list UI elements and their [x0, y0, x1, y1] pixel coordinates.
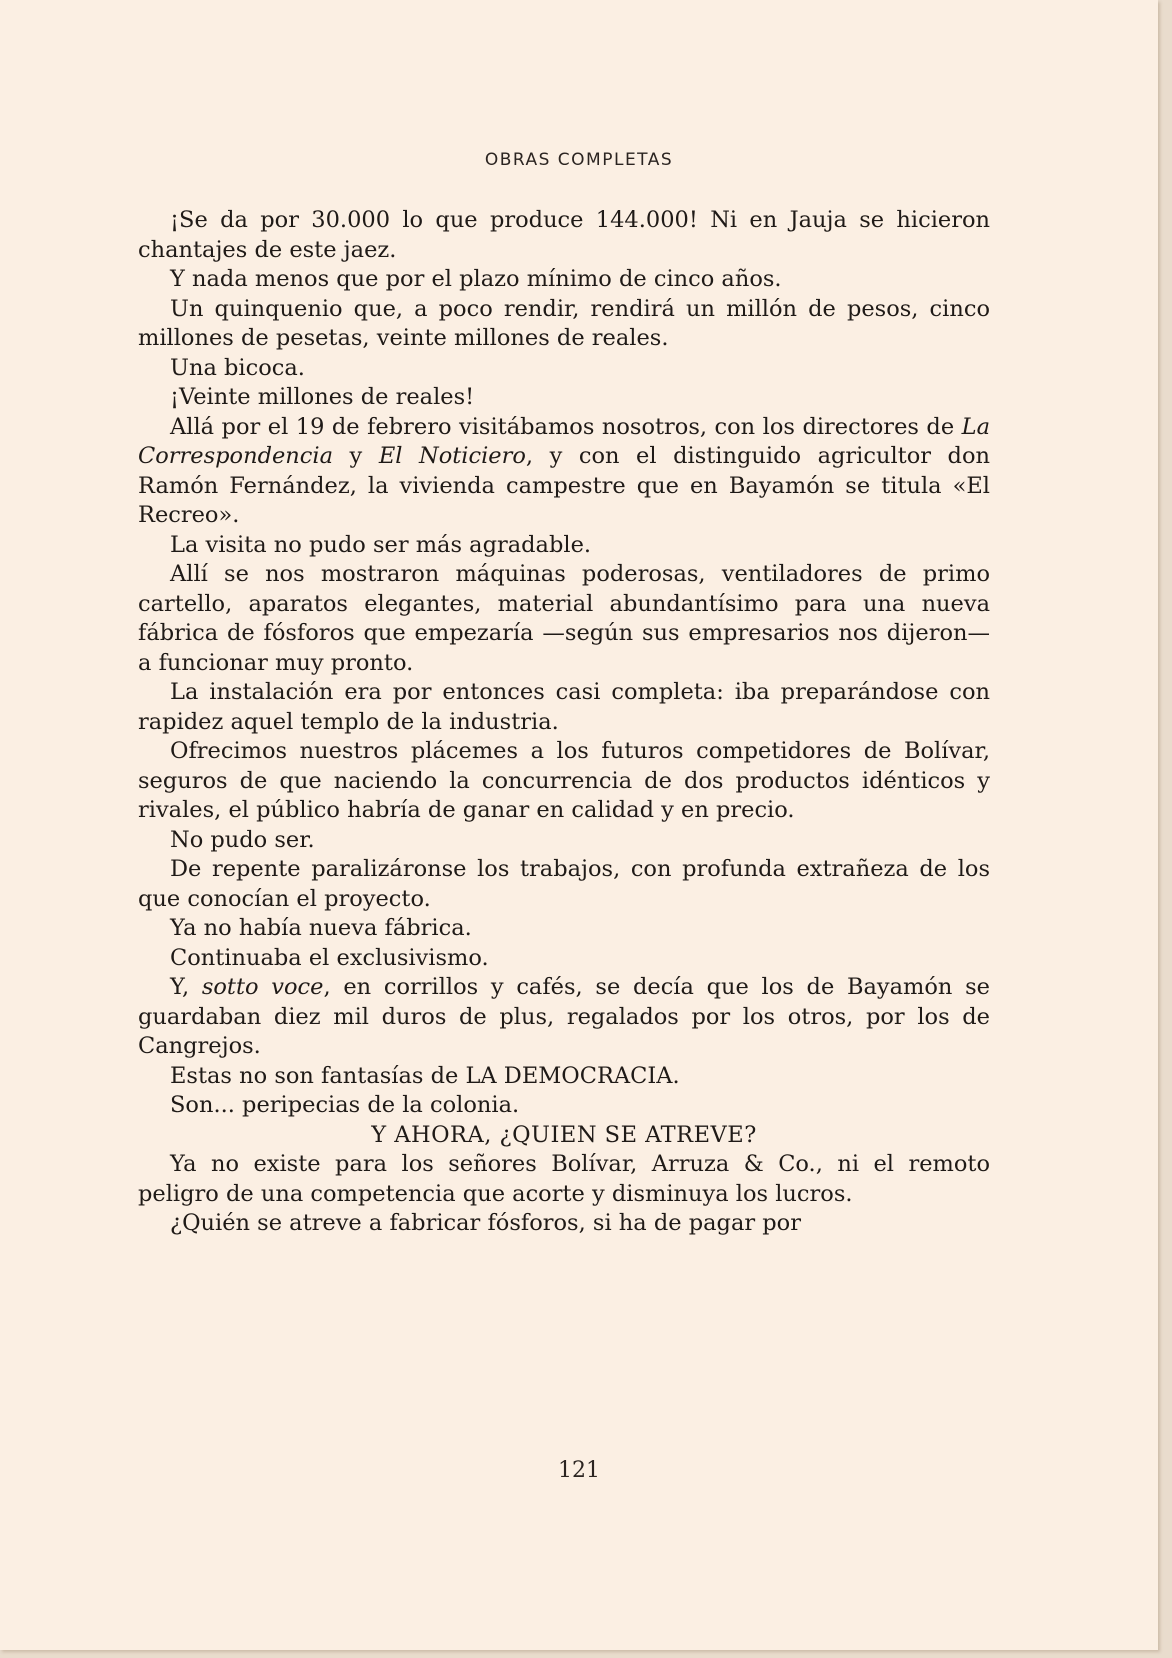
- paragraph: Son... peripecias de la colonia.: [170, 1092, 520, 1118]
- text-run: Y,: [170, 974, 202, 1000]
- paragraph: La instalación era por entonces casi completa: iba preparándose con rapidez aquel templo de la industria.: [138, 679, 990, 735]
- paragraph-sotto-voce: [138, 973, 990, 1062]
- page-number: 121: [558, 1458, 600, 1483]
- text-run: y: [333, 443, 379, 469]
- paragraph-visit: [138, 413, 990, 531]
- paragraph: Y nada menos que por el plazo mínimo de cinco años.: [170, 266, 782, 292]
- paragraph: ¡Veinte millones de reales!: [170, 384, 475, 410]
- paragraph: Estas no son fantasías de LA DEMOCRACIA.: [170, 1062, 680, 1089]
- paragraph: Ya no había nueva fábrica.: [170, 915, 472, 941]
- section-title: Y AHORA, ¿QUIEN SE ATREVE?: [371, 1121, 757, 1148]
- paragraph: No pudo ser.: [170, 826, 315, 853]
- running-header: OBRAS COMPLETAS: [484, 150, 674, 170]
- text-run: , en corrillos y cafés, se decía que los de Bayamón se guardaban diez mil duros de plus, regalados por los otros, por los de Cangrejos.: [138, 974, 990, 1059]
- newspaper-title: El Noticiero: [378, 443, 526, 469]
- paragraph: Una bicoca.: [170, 354, 305, 381]
- paragraph: La visita no pudo ser más agradable.: [170, 531, 592, 558]
- paragraph: ¡Se da por 30.000 lo que produce 144.000! Ni en Jauja se hicieron chantajes de este jaez.: [138, 207, 990, 263]
- paragraph: ¿Quién se atreve a fabricar fósforos, si ha de pagar por: [170, 1210, 801, 1236]
- italic-phrase: sotto voce: [201, 974, 324, 1000]
- paragraph: Ya no existe para los señores Bolívar, Arruza & Co., ni el remoto peligro de una competencia que acorte y disminuya los lucros.: [138, 1151, 990, 1207]
- paragraph: Continuaba el exclusivismo.: [170, 944, 489, 971]
- paragraph: Allí se nos mostraron máquinas poderosas, ventiladores de primo cartello, aparatos elegantes, material abundantísimo para una nueva fábrica de fósforos que empezaría —según sus empresarios nos dijeron— a funcionar muy pronto.: [138, 561, 990, 676]
- text-run: , y con el distinguido agricultor don Ramón Fernández, la vivienda campestre que en Bayamón se titula «El Recreo».: [138, 443, 990, 528]
- paragraph: Un quinquenio que, a poco rendir, rendirá un millón de pesos, cinco millones de pesetas, veinte millones de reales.: [138, 295, 990, 351]
- newspaper-title: La Correspondencia: [138, 413, 990, 469]
- paragraph: Ofrecimos nuestros plácemes a los futuros competidores de Bolívar, seguros de que naciendo la concurrencia de dos productos idénticos y rivales, el público habría de ganar en calidad y en precio.: [138, 738, 990, 823]
- body-text: [138, 206, 990, 1239]
- text-run: Allá por el 19 de febrero visitábamos nosotros, con los directores de: [170, 413, 962, 440]
- paragraph: De repente paralizáronse los trabajos, con profunda extrañeza de los que conocían el proyecto.: [138, 856, 990, 912]
